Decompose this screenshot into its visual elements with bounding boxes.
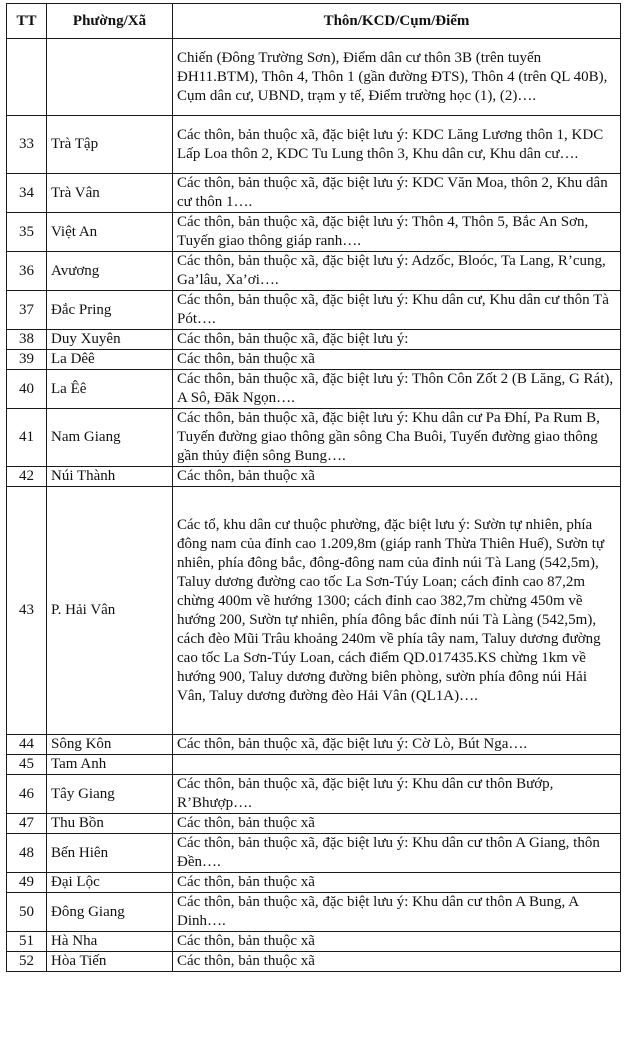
cell-desc: Các thôn, bản thuộc xã, đặc biệt lưu ý: Adzốc, Bloóc, Ta Lang, R’cung, Ga’lâu, Xa’ơi…. <box>173 252 621 291</box>
cell-name: Hòa Tiến <box>47 952 173 972</box>
cell-desc: Các thôn, bản thuộc xã, đặc biệt lưu ý: KDC Lăng Lương thôn 1, KDC Lấp Loa thôn 2, KDC Tu Lung thôn 3, Khu dân cư, Khu dân cư…. <box>173 116 621 174</box>
cell-tt: 38 <box>7 330 47 350</box>
table-row <box>7 932 621 952</box>
cell-desc: Các thôn, bản thuộc xã, đặc biệt lưu ý: Cờ Lò, Bút Nga…. <box>173 735 621 755</box>
table-row <box>7 814 621 834</box>
cell-tt: 50 <box>7 893 47 932</box>
table-row <box>7 735 621 755</box>
cell-tt: 33 <box>7 116 47 174</box>
table-row <box>7 873 621 893</box>
cell-tt: 36 <box>7 252 47 291</box>
cell-tt: 48 <box>7 834 47 873</box>
cell-name: Thu Bồn <box>47 814 173 834</box>
table-row <box>7 775 621 814</box>
cell-desc: Các thôn, bản thuộc xã <box>173 350 621 370</box>
location-table <box>6 3 621 972</box>
cell-tt: 51 <box>7 932 47 952</box>
cell-desc: Các thôn, bản thuộc xã, đặc biệt lưu ý: <box>173 330 621 350</box>
cell-desc: Các thôn, bản thuộc xã, đặc biệt lưu ý: Thôn Côn Zốt 2 (B Lăng, G Rát), A Sô, Đăk Ngọn…. <box>173 370 621 409</box>
table-row <box>7 755 621 775</box>
cell-name: Bến Hiên <box>47 834 173 873</box>
cell-tt: 46 <box>7 775 47 814</box>
table-row <box>7 213 621 252</box>
cell-desc: Chiến (Đông Trường Sơn), Điểm dân cư thôn 3B (trên tuyến ĐH11.BTM), Thôn 4, Thôn 1 (gần đường ĐTS), Thôn 4 (trên QL 40B), Cụm dân cư, UBND, trạm y tế, Điểm trường học (1), (2)…. <box>173 39 621 116</box>
table-header-row <box>7 4 621 39</box>
cell-name: Đông Giang <box>47 893 173 932</box>
header-tt: TT <box>7 4 47 39</box>
table-row <box>7 350 621 370</box>
cell-name: Avương <box>47 252 173 291</box>
cell-name: Việt An <box>47 213 173 252</box>
cell-desc <box>173 755 621 775</box>
cell-tt: 37 <box>7 291 47 330</box>
table-row-continuation <box>7 39 621 116</box>
cell-name: Trà Vân <box>47 174 173 213</box>
cell-desc: Các thôn, bản thuộc xã, đặc biệt lưu ý: Khu dân cư, Khu dân cư thôn Tà Pót…. <box>173 291 621 330</box>
cell-name: Đắc Pring <box>47 291 173 330</box>
cell-tt: 52 <box>7 952 47 972</box>
table-row <box>7 834 621 873</box>
cell-name: La Dêê <box>47 350 173 370</box>
cell-desc: Các thôn, bản thuộc xã, đặc biệt lưu ý: Khu dân cư thôn Bướp, R’Bhượp…. <box>173 775 621 814</box>
cell-desc: Các thôn, bản thuộc xã <box>173 814 621 834</box>
cell-desc: Các thôn, bản thuộc xã <box>173 932 621 952</box>
cell-tt: 42 <box>7 467 47 487</box>
cell-tt: 49 <box>7 873 47 893</box>
cell-desc: Các thôn, bản thuộc xã, đặc biệt lưu ý: Thôn 4, Thôn 5, Bắc An Sơn, Tuyến giao thông giáp ranh…. <box>173 213 621 252</box>
cell-tt: 35 <box>7 213 47 252</box>
header-ward: Phường/Xã <box>47 4 173 39</box>
cell-name: P. Hải Vân <box>47 487 173 735</box>
cell-desc: Các thôn, bản thuộc xã, đặc biệt lưu ý: Khu dân cư thôn A Bung, A Dinh…. <box>173 893 621 932</box>
cell-tt <box>7 39 47 116</box>
cell-desc: Các thôn, bản thuộc xã, đặc biệt lưu ý: KDC Văn Moa, thôn 2, Khu dân cư thôn 1…. <box>173 174 621 213</box>
cell-name: Đại Lộc <box>47 873 173 893</box>
cell-tt: 41 <box>7 409 47 467</box>
table-row <box>7 330 621 350</box>
cell-name: Trà Tập <box>47 116 173 174</box>
table-row <box>7 174 621 213</box>
cell-desc: Các thôn, bản thuộc xã <box>173 873 621 893</box>
cell-name: Nam Giang <box>47 409 173 467</box>
cell-desc: Các thôn, bản thuộc xã <box>173 952 621 972</box>
cell-name: Sông Kôn <box>47 735 173 755</box>
header-points: Thôn/KCD/Cụm/Điểm <box>173 4 621 39</box>
table-row <box>7 893 621 932</box>
cell-name: Hà Nha <box>47 932 173 952</box>
table-row <box>7 952 621 972</box>
cell-tt: 39 <box>7 350 47 370</box>
table-row <box>7 370 621 409</box>
cell-desc: Các thôn, bản thuộc xã, đặc biệt lưu ý: Khu dân cư Pa Đhí, Pa Rum B, Tuyến đường giao thông gần sông Cha Buôi, Tuyến đường giao thông gần thủy điện sông Bung…. <box>173 409 621 467</box>
table-row <box>7 291 621 330</box>
cell-desc: Các tổ, khu dân cư thuộc phường, đặc biệt lưu ý: Sườn tự nhiên, phía đông nam của đỉnh cao 1.209,8m (giáp ranh Thừa Thiên Huế), Sườn tự nhiên, phía đông bắc, đông-đông nam của đỉnh núi Tà Lang (542,5m), Taluy dương đường cao tốc La Sơn-Túy Loan; cách đỉnh cao 87,2m chừng 400m về hướng 1300; cách đỉnh cao 382,7m chừng 450m về hướng 200, Sườn tự nhiên, phía đông bắc đỉnh núi Tà Làng (542,5m), cách đèo Mũi Trâu khoảng 240m về phía tây nam, Taluy dương đường cao tốc La Sơn-Túy Loan, cách điểm QD.017435.KS chừng 1km về hướng 900, Taluy dương đường biên phòng, sườn phía đông núi Hải Vân, Taluy dương đường đèo Hải Vân (QL1A)…. <box>173 487 621 735</box>
table-row <box>7 252 621 291</box>
table-row <box>7 409 621 467</box>
cell-name: Tam Anh <box>47 755 173 775</box>
table-row <box>7 467 621 487</box>
cell-tt: 45 <box>7 755 47 775</box>
table-row <box>7 116 621 174</box>
cell-tt: 40 <box>7 370 47 409</box>
cell-desc: Các thôn, bản thuộc xã <box>173 467 621 487</box>
cell-tt: 47 <box>7 814 47 834</box>
cell-name: Duy Xuyên <box>47 330 173 350</box>
cell-tt: 43 <box>7 487 47 735</box>
table-row <box>7 487 621 735</box>
cell-name: Tây Giang <box>47 775 173 814</box>
cell-tt: 34 <box>7 174 47 213</box>
cell-tt: 44 <box>7 735 47 755</box>
cell-name: Núi Thành <box>47 467 173 487</box>
cell-desc: Các thôn, bản thuộc xã, đặc biệt lưu ý: Khu dân cư thôn A Giang, thôn Đền…. <box>173 834 621 873</box>
cell-name: La Êê <box>47 370 173 409</box>
cell-name <box>47 39 173 116</box>
